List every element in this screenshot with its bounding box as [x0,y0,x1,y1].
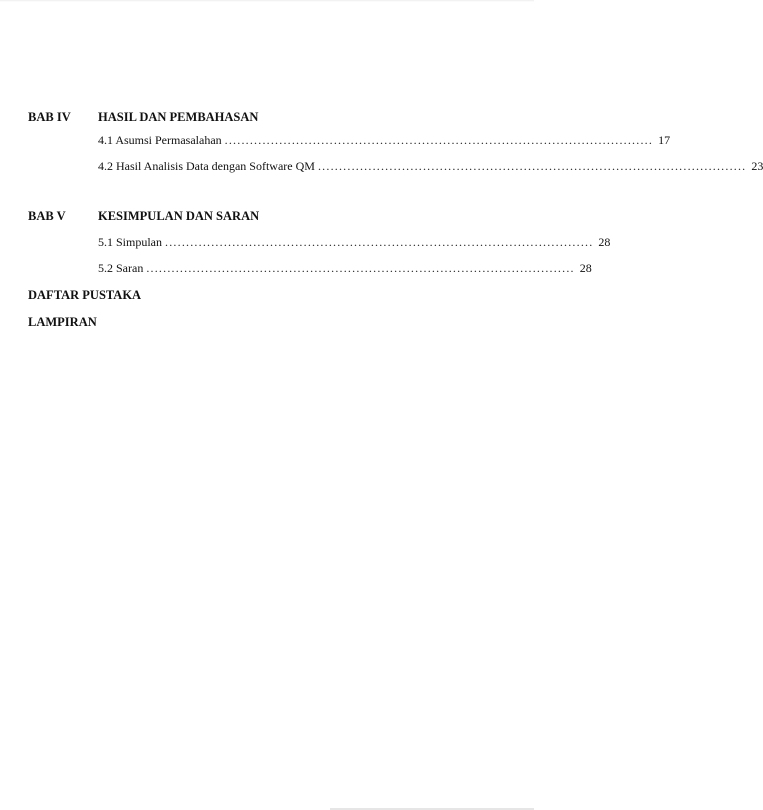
dot-leader: ...................................................................................................... [146,261,575,275]
dot-leader: ...................................................................................................... [317,159,747,173]
toc-entry-page: 17 [658,133,671,147]
chapter-label-bab-v: BAB V [28,209,66,223]
scan-top-edge [0,0,534,2]
toc-entry-text: 5.2 Saran [98,261,144,275]
toc-entry-5-2[interactable] [98,261,592,275]
toc-entry-page: 28 [579,261,592,275]
toc-lampiran[interactable]: LAMPIRAN [28,315,97,329]
toc-entry-page: 23 [751,159,763,173]
toc-entry-4-1[interactable] [98,133,671,147]
toc-entry-page: 28 [598,235,611,249]
toc-entry-text: 4.1 Asumsi Permasalahan [98,133,222,147]
toc-entry-4-2[interactable] [98,159,763,173]
dot-leader: ...................................................................................................... [224,133,654,147]
toc-entry-text: 4.2 Hasil Analisis Data dengan Software QM [98,159,315,173]
chapter-title-hasil-dan-pembahasan: HASIL DAN PEMBAHASAN [98,110,259,124]
chapter-title-kesimpulan-dan-saran: KESIMPULAN DAN SARAN [98,209,260,223]
toc-entry-5-1[interactable] [98,235,611,249]
dot-leader: ...................................................................................................... [165,235,594,249]
chapter-label-bab-iv: BAB IV [28,110,71,124]
toc-daftar-pustaka[interactable]: DAFTAR PUSTAKA [28,288,142,302]
toc-entry-text: 5.1 Simpulan [98,235,163,249]
